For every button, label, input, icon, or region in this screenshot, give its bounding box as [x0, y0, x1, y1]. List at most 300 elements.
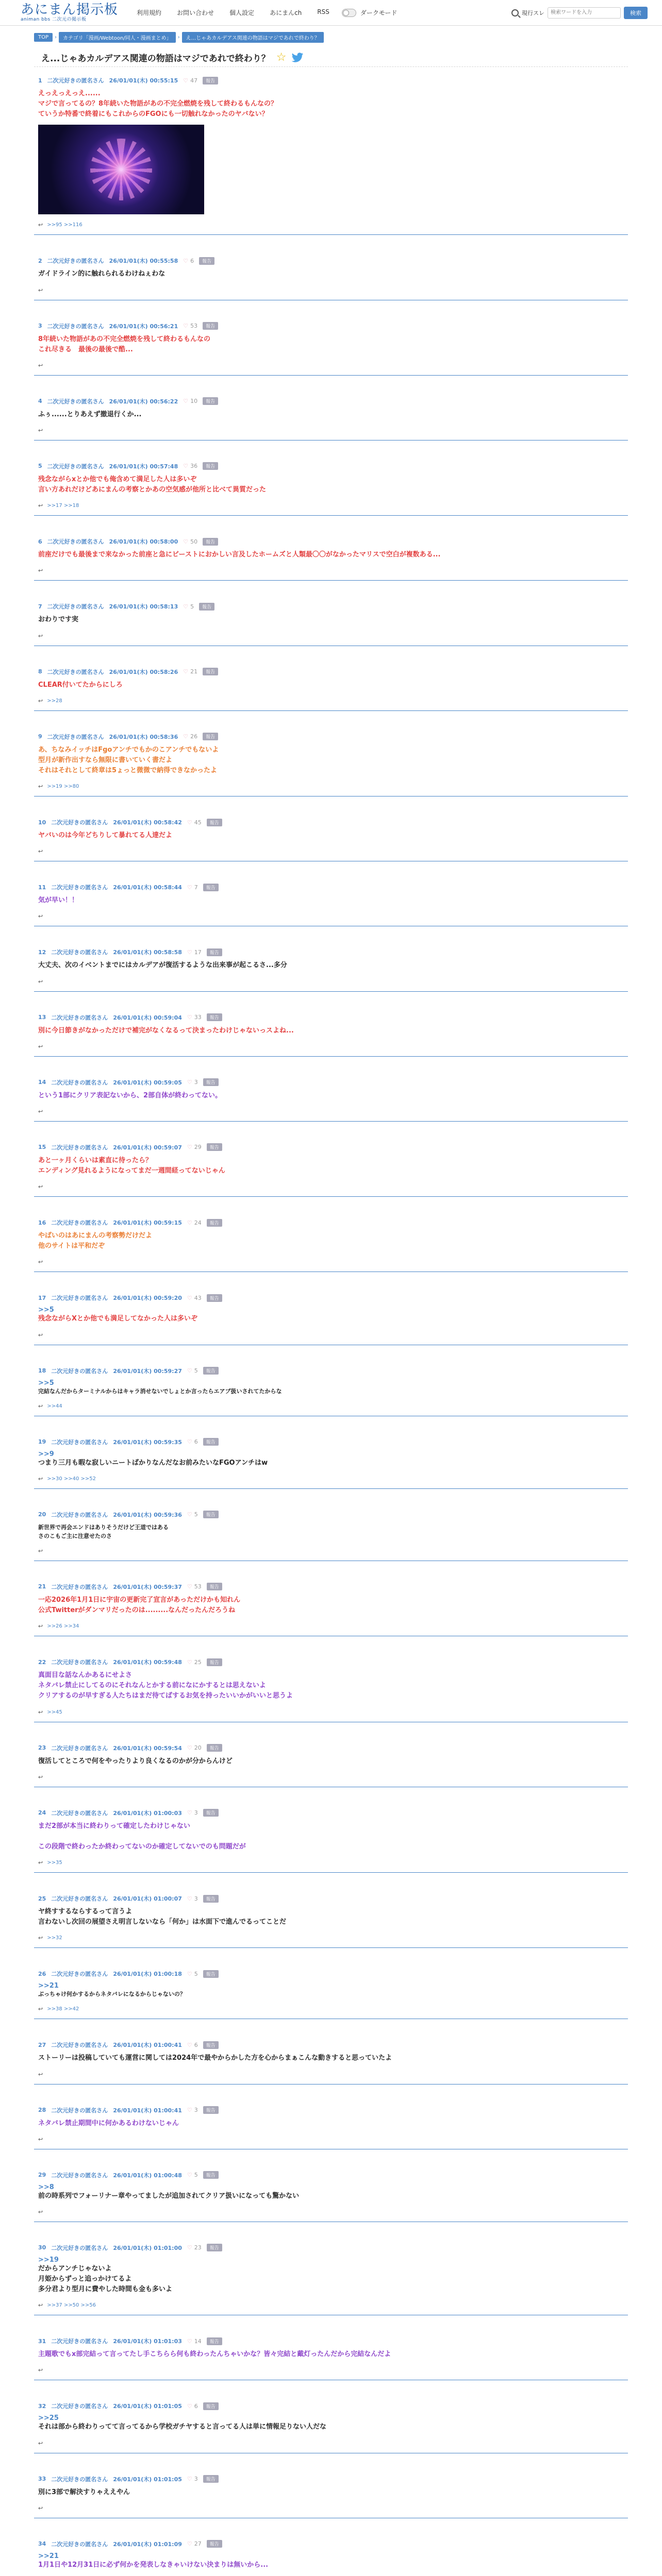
- post-number[interactable]: 11: [38, 884, 46, 891]
- thread-title-row: [34, 43, 628, 67]
- post: [34, 1069, 628, 1122]
- reply-icon[interactable]: ↩: [38, 2302, 43, 2309]
- search-input[interactable]: [548, 7, 621, 19]
- post-date: 26/01/01(木) 00:55:15: [109, 77, 178, 84]
- like-count: 53: [194, 1583, 202, 1590]
- poster-name: 二次元好きの匿名さん: [51, 1438, 108, 1446]
- poster-name: 二次元好きの匿名さん: [51, 1219, 108, 1227]
- heart-icon[interactable]: ♡: [183, 77, 189, 84]
- report-button[interactable]: 報告: [203, 2475, 219, 2483]
- post-footer: [38, 848, 624, 855]
- post: [34, 939, 628, 991]
- post-date: 26/01/01(木) 01:00:07: [113, 1895, 182, 1903]
- reply-links[interactable]: >>38 >>42: [47, 2006, 79, 2012]
- post-date: 26/01/01(木) 01:00:48: [113, 2172, 182, 2179]
- post-number[interactable]: 24: [38, 1809, 46, 1817]
- nav-animanch[interactable]: あにまんch: [270, 9, 302, 16]
- post-header: [38, 1511, 624, 1519]
- reply-icon[interactable]: ↩: [38, 1859, 43, 1867]
- heart-icon[interactable]: ♡: [183, 668, 189, 675]
- post-footer: [38, 1774, 624, 1781]
- page-title: え...じゃあカルデアス関連の物語はマジであれで終わり？: [41, 54, 270, 64]
- reply-links[interactable]: >>28: [47, 698, 62, 704]
- post-body: 一応2026年1月1日に宇宙の更新完了宣言があっただけかも知れん 公式Twitterがダンマリだったのは.........なんだったんだろうね: [38, 1596, 241, 1614]
- report-button[interactable]: 報告: [207, 2244, 222, 2251]
- post: [34, 388, 628, 440]
- post: [34, 1885, 628, 1948]
- reply-icon[interactable]: ↩: [38, 1331, 43, 1338]
- search-button[interactable]: 検索: [624, 7, 648, 19]
- post-footer: [38, 427, 624, 434]
- post-number[interactable]: 13: [38, 1014, 46, 1021]
- heart-icon[interactable]: ♡: [187, 1658, 192, 1666]
- reply-icon[interactable]: ↩: [38, 1108, 43, 1115]
- heart-icon[interactable]: ♡: [187, 1144, 192, 1151]
- heart-icon[interactable]: ♡: [187, 2041, 192, 2048]
- post-number[interactable]: 23: [38, 1744, 46, 1751]
- post-body: ぶっちゃけ何かするからネタバレになるからじゃないの？: [38, 1991, 186, 1998]
- report-button[interactable]: 報告: [207, 1583, 222, 1590]
- heart-icon[interactable]: ♡: [183, 398, 189, 405]
- post: [34, 1800, 628, 1873]
- reply-anchor[interactable]: >>8: [38, 2183, 54, 2191]
- reply-icon[interactable]: ↩: [38, 783, 43, 790]
- post-header: [38, 2106, 624, 2114]
- reply-icon[interactable]: ↩: [38, 362, 43, 369]
- poster-name: 二次元好きの匿名さん: [51, 2042, 108, 2049]
- post-number[interactable]: 29: [38, 2172, 46, 2179]
- post-header: [38, 2041, 624, 2049]
- report-button[interactable]: 報告: [203, 2106, 219, 2114]
- like-count: 23: [194, 2244, 202, 2251]
- post-footer: [38, 978, 624, 985]
- reply-icon[interactable]: ↩: [38, 978, 43, 985]
- reply-anchor[interactable]: >>21: [38, 1982, 59, 1990]
- post-number[interactable]: 34: [38, 2540, 46, 2548]
- reply-icon[interactable]: ↩: [38, 2006, 43, 2013]
- reply-icon[interactable]: ↩: [38, 2504, 43, 2512]
- heart-icon[interactable]: ♡: [187, 1079, 192, 1086]
- post: [34, 2328, 628, 2380]
- post-number[interactable]: 20: [38, 1511, 46, 1518]
- nav-terms[interactable]: 利用規約: [137, 9, 162, 16]
- heart-icon[interactable]: ♡: [187, 2107, 192, 2114]
- report-button[interactable]: 報告: [207, 2540, 222, 2548]
- post: [34, 313, 628, 376]
- like-count: 5: [194, 1367, 198, 1375]
- poster-name: 二次元好きの匿名さん: [47, 603, 104, 611]
- report-button[interactable]: 報告: [207, 2337, 222, 2345]
- post-number[interactable]: 12: [38, 948, 46, 956]
- report-button[interactable]: 報告: [207, 1143, 222, 1151]
- poster-name: 二次元好きの匿名さん: [51, 1295, 108, 1302]
- post-footer: [38, 1709, 624, 1716]
- post-body: 別に3部で解決すりゃええやん: [38, 2488, 130, 2496]
- reply-icon[interactable]: ↩: [38, 1547, 43, 1554]
- reply-icon[interactable]: ↩: [38, 2136, 43, 2143]
- post-footer: [38, 1548, 624, 1554]
- heart-icon[interactable]: ♡: [187, 2244, 192, 2251]
- like-count: 6: [194, 2041, 198, 2048]
- reply-links[interactable]: >>32: [47, 1935, 62, 1941]
- post-header: [38, 1294, 624, 1302]
- heart-icon[interactable]: ♡: [187, 819, 192, 826]
- post: [34, 1429, 628, 1489]
- report-button[interactable]: 報告: [199, 603, 214, 611]
- post-number[interactable]: 2: [38, 257, 42, 264]
- post-date: 26/01/01(木) 01:01:00: [113, 2244, 182, 2251]
- reply-links[interactable]: >>37 >>50 >>56: [47, 2302, 96, 2309]
- post-body: ネタバレ禁止期間中に何かあるわけないじゃん: [38, 2119, 179, 2127]
- post-body: 残念ながらXとか他でも満足してなかった人は多いぞ: [38, 1315, 198, 1323]
- post-date: 26/01/01(木) 01:01:05: [113, 2403, 182, 2410]
- report-button[interactable]: 報告: [203, 77, 218, 84]
- poster-name: 二次元好きの匿名さん: [51, 2338, 108, 2345]
- reply-links[interactable]: >>30 >>40 >>52: [47, 1476, 96, 1482]
- like-count: 6: [194, 1438, 198, 1446]
- post-date: 26/01/01(木) 01:01:05: [113, 2476, 182, 2483]
- logo-subtitle: animan bbs 二次元の掲示板: [21, 17, 87, 22]
- post-number[interactable]: 10: [38, 819, 46, 826]
- post-header: [38, 1970, 624, 1978]
- heart-icon[interactable]: ♡: [187, 2476, 192, 2483]
- post-date: 26/01/01(木) 01:01:03: [113, 2338, 182, 2345]
- post-number[interactable]: 18: [38, 1367, 46, 1375]
- breadcrumb-thread[interactable]: え...じゃあカルデアス関連の物語はマジであれで終わり？: [182, 32, 324, 43]
- reply-icon[interactable]: ↩: [38, 222, 43, 229]
- logo-title: あにまん掲示板: [21, 2, 119, 18]
- breadcrumb: TOP › カテゴリ「漫画/Webtoon/同人・漫画まとめ」 › え...じゃあカルデアス関連の物語はマジであれで終わり？: [0, 26, 662, 43]
- post-date: 26/01/01(木) 00:59:36: [113, 1511, 182, 1518]
- post-header: [38, 1143, 624, 1151]
- post-number[interactable]: 27: [38, 2041, 46, 2048]
- post: [34, 1284, 628, 1345]
- report-button[interactable]: 報告: [203, 2171, 219, 2179]
- dark-mode-toggle[interactable]: [342, 8, 398, 17]
- post-number[interactable]: 22: [38, 1658, 46, 1666]
- post-number[interactable]: 3: [38, 323, 42, 330]
- poster-name: 二次元好きの匿名さん: [51, 2107, 108, 2114]
- post-number[interactable]: 28: [38, 2107, 46, 2114]
- like-count: 47: [190, 77, 198, 84]
- post-body: つまり三月も暇な寂しいニートばかりなんだなお前みたいなFGOアンチはw: [38, 1459, 268, 1467]
- post-footer: [38, 1403, 624, 1410]
- report-button[interactable]: 報告: [207, 1294, 222, 1302]
- report-button[interactable]: 報告: [203, 668, 218, 675]
- post-footer: [38, 287, 624, 294]
- post: [34, 593, 628, 646]
- heart-icon[interactable]: ♡: [187, 1583, 192, 1590]
- heart-icon[interactable]: ♡: [187, 1438, 192, 1446]
- post-header: [38, 537, 624, 546]
- heart-icon[interactable]: ♡: [183, 733, 189, 740]
- reply-icon[interactable]: ↩: [38, 632, 43, 639]
- post-image[interactable]: [38, 125, 204, 214]
- like-count: 26: [190, 733, 198, 740]
- reply-anchor[interactable]: >>25: [38, 2414, 59, 2422]
- post-date: 26/01/01(木) 00:56:22: [109, 398, 178, 405]
- like-count: 5: [194, 1511, 198, 1518]
- report-button[interactable]: 報告: [203, 1895, 219, 1903]
- report-button[interactable]: 報告: [203, 462, 218, 470]
- post: [34, 1134, 628, 1197]
- main-nav: [137, 8, 329, 17]
- heart-icon[interactable]: ♡: [187, 2540, 192, 2548]
- reply-icon[interactable]: ↩: [38, 286, 43, 294]
- reply-links[interactable]: >>44: [47, 1403, 62, 1409]
- reply-anchor[interactable]: >>5: [38, 1379, 54, 1387]
- heart-icon[interactable]: ♡: [187, 1970, 192, 1977]
- search-area: [511, 7, 648, 19]
- reply-icon[interactable]: ↩: [38, 913, 43, 920]
- post: [34, 874, 628, 926]
- post: [34, 2097, 628, 2149]
- post-date: 26/01/01(木) 00:59:04: [113, 1014, 182, 1021]
- report-button[interactable]: 報告: [207, 1013, 222, 1021]
- site-logo[interactable]: [21, 3, 118, 22]
- post-number[interactable]: 30: [38, 2244, 46, 2251]
- poster-name: 二次元好きの匿名さん: [51, 1895, 108, 1903]
- post-date: 26/01/01(木) 00:59:15: [113, 1219, 182, 1227]
- like-count: 17: [194, 948, 202, 956]
- post-header: [38, 2244, 624, 2252]
- heart-icon[interactable]: ♡: [187, 1294, 192, 1301]
- post-number[interactable]: 14: [38, 1079, 46, 1086]
- post-footer: [38, 2367, 624, 2374]
- reply-icon[interactable]: ↩: [38, 1708, 43, 1716]
- report-button[interactable]: 報告: [203, 1970, 219, 1978]
- poster-name: 二次元好きの匿名さん: [51, 2403, 108, 2410]
- report-button[interactable]: 報告: [203, 1511, 219, 1518]
- report-button[interactable]: 報告: [203, 2041, 219, 2049]
- post-list: [0, 67, 662, 2576]
- post-body: 前の時系列でフォーリナー章やってましたが追加されてクリア扱いになっても驚かない: [38, 2192, 300, 2200]
- heart-icon[interactable]: ♡: [187, 2402, 192, 2410]
- post: [34, 2466, 628, 2518]
- post: [34, 1209, 628, 1272]
- reply-links[interactable]: >>17 >>18: [47, 503, 79, 509]
- reply-anchor[interactable]: >>19: [38, 2256, 59, 2264]
- post-number[interactable]: 7: [38, 603, 42, 610]
- reply-links[interactable]: >>19 >>80: [47, 784, 79, 790]
- report-button[interactable]: 報告: [203, 397, 218, 405]
- post-number[interactable]: 25: [38, 1895, 46, 1902]
- post-date: 26/01/01(木) 01:00:18: [113, 1971, 182, 1978]
- reply-links[interactable]: >>95 >>116: [47, 222, 82, 228]
- poster-name: 二次元好きの匿名さん: [51, 2244, 108, 2251]
- like-count: 6: [194, 2402, 198, 2410]
- nav-rss[interactable]: RSS: [317, 8, 329, 15]
- report-button[interactable]: 報告: [207, 1658, 222, 1666]
- post: [34, 1501, 628, 1561]
- like-count: 3: [194, 2107, 198, 2114]
- post-number[interactable]: 4: [38, 398, 42, 405]
- heart-icon[interactable]: ♡: [183, 323, 189, 330]
- like-count: 43: [194, 1294, 202, 1301]
- post-number[interactable]: 31: [38, 2337, 46, 2345]
- like-count: 7: [194, 884, 198, 891]
- report-button[interactable]: 報告: [207, 819, 222, 826]
- post-header: [38, 1744, 624, 1752]
- post-date: 26/01/01(木) 00:58:42: [113, 819, 182, 826]
- heart-icon[interactable]: ♡: [187, 884, 192, 891]
- poster-name: 二次元好きの匿名さん: [51, 949, 108, 956]
- post-number[interactable]: 8: [38, 668, 42, 675]
- heart-icon[interactable]: ♡: [187, 1744, 192, 1751]
- report-button[interactable]: 報告: [203, 538, 218, 546]
- post-date: 26/01/01(木) 00:58:44: [113, 884, 182, 891]
- like-count: 50: [190, 538, 198, 545]
- post-number[interactable]: 5: [38, 463, 42, 470]
- report-button[interactable]: 報告: [203, 1078, 219, 1086]
- post-number[interactable]: 16: [38, 1219, 46, 1226]
- post-footer: [38, 2136, 624, 2143]
- poster-name: 二次元好きの匿名さん: [51, 1079, 108, 1086]
- reply-icon[interactable]: ↩: [38, 567, 43, 574]
- reply-icon[interactable]: ↩: [38, 1773, 43, 1781]
- reply-icon[interactable]: ↩: [38, 2071, 43, 2078]
- post-header: [38, 818, 624, 826]
- post-footer: [38, 1623, 624, 1630]
- like-count: 3: [194, 1079, 198, 1086]
- reply-icon[interactable]: ↩: [38, 2439, 43, 2447]
- post-number[interactable]: 21: [38, 1583, 46, 1590]
- post-footer: [38, 222, 624, 228]
- post-number[interactable]: 6: [38, 538, 42, 545]
- post-number[interactable]: 9: [38, 733, 42, 740]
- reply-icon[interactable]: ↩: [38, 697, 43, 704]
- post: [34, 67, 628, 235]
- heart-icon[interactable]: ♡: [187, 1219, 192, 1226]
- post-number[interactable]: 19: [38, 1438, 46, 1446]
- post-footer: [38, 2071, 624, 2078]
- report-button[interactable]: 報告: [203, 733, 218, 740]
- post-body: まだ2部が本当に終わりって確定したわけじゃない この段階で終わったか終わってないのか確定してないでのも問題だが: [38, 1822, 246, 1851]
- post-body: 真面目な話なんかあるにせよさ ネタバレ禁止にしてるのにそれなんとかする前になにかするとは思えないよ クリアするのが早すぎる人たちはまだ待てばするお気を持ったいいかがいいと思うよ: [38, 1671, 293, 1700]
- post-number[interactable]: 15: [38, 1144, 46, 1151]
- report-button[interactable]: 報告: [203, 1367, 219, 1375]
- post-date: 26/01/01(木) 00:58:13: [109, 603, 178, 611]
- post-number[interactable]: 32: [38, 2402, 46, 2410]
- post-number[interactable]: 33: [38, 2476, 46, 2483]
- twitter-bird-icon[interactable]: [291, 53, 304, 63]
- post-footer: [38, 567, 624, 574]
- like-count: 10: [190, 398, 198, 405]
- poster-name: 二次元好きの匿名さん: [51, 884, 108, 891]
- heart-icon[interactable]: ♡: [187, 2172, 192, 2179]
- post-footer: [38, 502, 624, 509]
- reply-icon[interactable]: ↩: [38, 2208, 43, 2215]
- reply-icon[interactable]: ↩: [38, 1623, 43, 1630]
- reply-icon[interactable]: ↩: [38, 1259, 43, 1266]
- heart-icon[interactable]: ♡: [183, 257, 189, 264]
- heart-icon[interactable]: ♡: [187, 1014, 192, 1021]
- post-header: [38, 462, 624, 470]
- reply-icon[interactable]: ↩: [38, 848, 43, 855]
- poster-name: 二次元好きの匿名さん: [51, 1511, 108, 1518]
- poster-name: 二次元好きの匿名さん: [47, 463, 104, 470]
- post-header: [38, 2337, 624, 2345]
- reply-icon[interactable]: ↩: [38, 1043, 43, 1050]
- reply-anchor[interactable]: >>21: [38, 2552, 59, 2560]
- post: [34, 2234, 628, 2315]
- star-icon[interactable]: ☆: [276, 51, 287, 64]
- report-button[interactable]: 報告: [207, 1744, 222, 1752]
- heart-icon[interactable]: ♡: [183, 603, 189, 610]
- post-date: 26/01/01(木) 00:59:35: [113, 1438, 182, 1446]
- reply-icon[interactable]: ↩: [38, 1935, 43, 1942]
- post-date: 26/01/01(木) 00:59:54: [113, 1744, 182, 1752]
- post-body: ストーリーは投稿していても運営に関しては2024年で最やからかした方を心からまぁこんな動きすると思っていたよ: [38, 2054, 392, 2062]
- reply-icon[interactable]: ↩: [38, 502, 43, 510]
- heart-icon[interactable]: ♡: [187, 2337, 192, 2345]
- reply-anchor[interactable]: >>5: [38, 1306, 54, 1314]
- heart-icon[interactable]: ♡: [187, 948, 192, 956]
- reply-links[interactable]: >>45: [47, 1709, 62, 1715]
- post-number[interactable]: 17: [38, 1294, 46, 1301]
- post: [34, 2393, 628, 2453]
- post-footer: [38, 2440, 624, 2447]
- reply-icon[interactable]: ↩: [38, 1183, 43, 1191]
- post-footer: [38, 2006, 624, 2012]
- report-button[interactable]: 報告: [203, 2402, 219, 2410]
- report-button[interactable]: 報告: [199, 257, 214, 265]
- heart-icon[interactable]: ♡: [187, 1367, 192, 1375]
- post-header: [38, 1809, 624, 1817]
- post-number[interactable]: 26: [38, 1970, 46, 1977]
- poster-name: 二次元好きの匿名さん: [47, 538, 104, 546]
- heart-icon[interactable]: ♡: [187, 1511, 192, 1518]
- report-button[interactable]: 報告: [207, 948, 222, 956]
- heart-icon[interactable]: ♡: [183, 538, 189, 545]
- report-button[interactable]: 報告: [203, 884, 219, 891]
- post-footer: [38, 2302, 624, 2309]
- reply-links[interactable]: >>35: [47, 1860, 62, 1866]
- heart-icon[interactable]: ♡: [183, 463, 189, 470]
- post-header: [38, 668, 624, 676]
- post-date: 26/01/01(木) 01:00:03: [113, 1809, 182, 1817]
- post-number[interactable]: 1: [38, 77, 42, 84]
- post-body: おわりです実: [38, 616, 79, 624]
- like-count: 5: [194, 1970, 198, 1977]
- report-button[interactable]: 報告: [203, 1438, 219, 1446]
- poster-name: 二次元好きの匿名さん: [47, 77, 104, 84]
- nav-contact[interactable]: お問い合わせ: [177, 9, 214, 16]
- heart-icon[interactable]: ♡: [187, 1809, 192, 1817]
- breadcrumb-category[interactable]: カテゴリ「漫画/Webtoon/同人・漫画まとめ」: [59, 32, 176, 43]
- report-button[interactable]: 報告: [203, 322, 218, 330]
- heart-icon[interactable]: ♡: [187, 1895, 192, 1902]
- post-header: [38, 1894, 624, 1903]
- reply-icon[interactable]: ↩: [38, 1402, 43, 1410]
- reply-icon[interactable]: ↩: [38, 427, 43, 434]
- breadcrumb-top[interactable]: TOP: [34, 33, 53, 42]
- toggle-switch[interactable]: [342, 9, 356, 17]
- post-date: 26/01/01(木) 00:59:07: [113, 1144, 182, 1151]
- post-footer: [38, 1108, 624, 1115]
- reply-icon[interactable]: ↩: [38, 2367, 43, 2374]
- reply-links[interactable]: >>26 >>34: [47, 1623, 79, 1630]
- post-date: 26/01/01(木) 00:58:26: [109, 668, 178, 675]
- search-scope[interactable]: 現行スレ: [522, 9, 544, 16]
- report-button[interactable]: 報告: [203, 1809, 219, 1817]
- like-count: 5: [190, 603, 194, 610]
- reply-icon[interactable]: ↩: [38, 1475, 43, 1482]
- post-footer: [38, 1043, 624, 1050]
- nav-settings[interactable]: 個人設定: [229, 9, 255, 16]
- report-button[interactable]: 報告: [207, 1219, 222, 1227]
- reply-anchor[interactable]: >>9: [38, 1450, 54, 1458]
